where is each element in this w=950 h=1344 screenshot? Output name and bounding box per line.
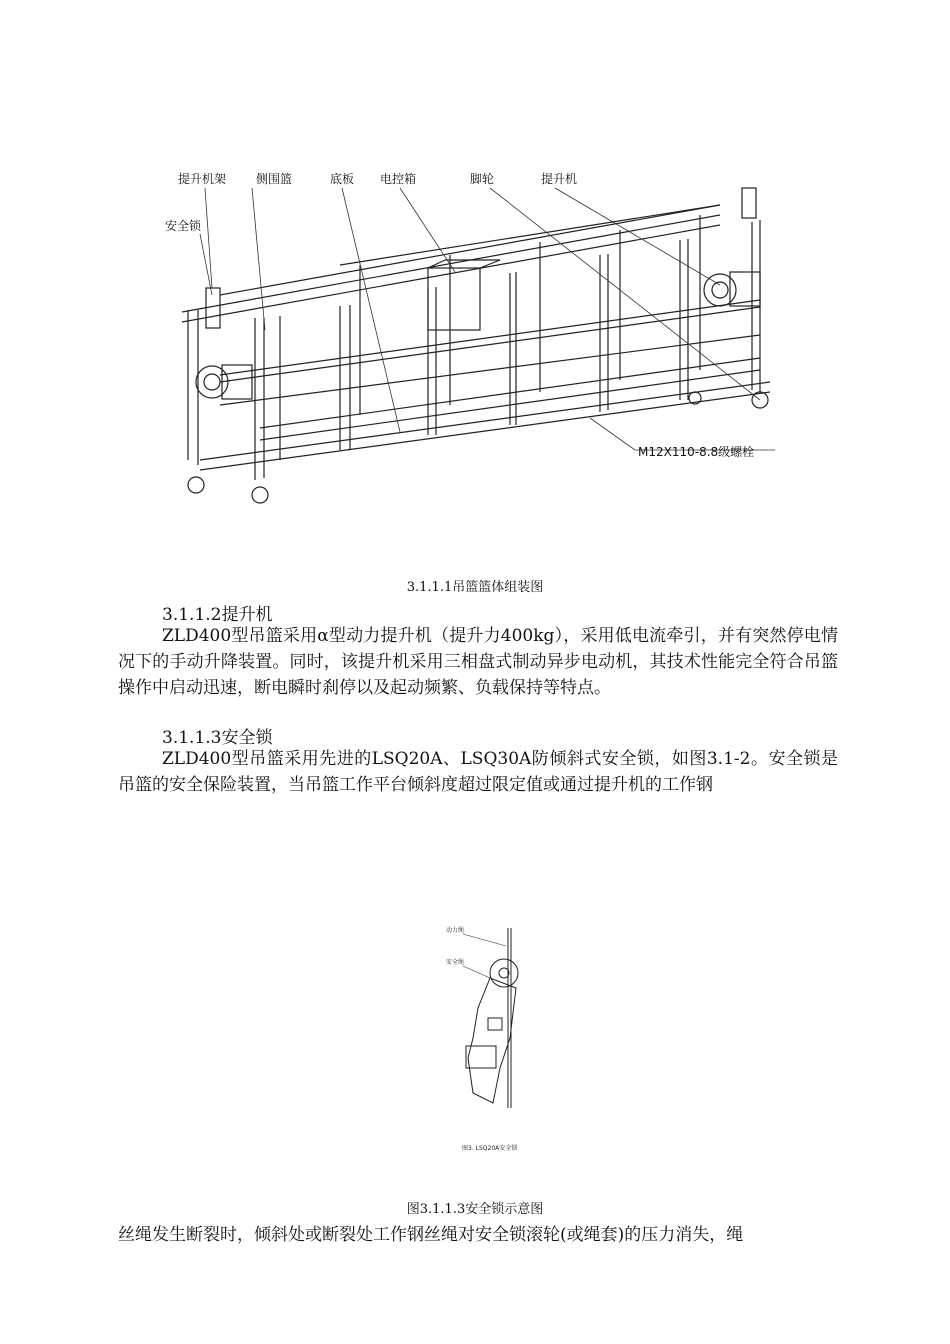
label-hoist: 提升机 xyxy=(541,172,578,186)
label-safety-rope: 安全绳 xyxy=(446,959,465,966)
figure2-caption: 图3.1.1.3安全锁示意图 xyxy=(406,1202,544,1217)
label-caster: 脚轮 xyxy=(470,172,495,186)
figure1-caption: 3.1.1.1吊篮篮体组装图 xyxy=(406,580,544,595)
figure2-inner-caption: 图3. LSQ20A安全锁 xyxy=(462,1145,518,1152)
label-lift-frame: 提升机架 xyxy=(178,172,227,186)
label-bolt: M12X110-8.8级螺栓 xyxy=(638,445,755,459)
label-safety-lock: 安全锁 xyxy=(165,219,202,233)
gondola-assembly-figure xyxy=(160,160,800,520)
continuation-text: 丝绳发生断裂时，倾斜处或断裂处工作钢丝绳对安全锁滚轮(或绳套)的压力消失，绳 xyxy=(118,1225,744,1245)
section-lock-heading: 3.1.1.3安全锁 xyxy=(162,728,273,748)
label-control-box: 电控箱 xyxy=(380,172,417,186)
label-side-basket: 侧围篮 xyxy=(256,172,293,186)
section-hoist-body: ZLD400型吊篮采用α型动力提升机（提升力400kg），采用低电流牵引，并有突然停电情况下的手动升降装置。同时，该提升机采用三相盘式制动异步电动机，其技术性能完全符合吊篮操作中启动迅速，断电瞬时刹停以及起动频繁、负载保持等特点。 xyxy=(118,626,838,698)
section-lock-body: ZLD400型吊篮采用先进的LSQ20A、LSQ30A防倾斜式安全锁，如图3.1-2。安全锁是吊篮的安全保险装置，当吊篮工作平台倾斜度超过限定值或通过提升机的工作钢 xyxy=(118,749,838,795)
section-hoist-heading: 3.1.1.2提升机 xyxy=(162,605,273,625)
label-bottom-plate: 底板 xyxy=(330,172,355,186)
label-work-rope: 动力绳 xyxy=(446,927,465,934)
safety-lock-figure xyxy=(438,918,538,1158)
